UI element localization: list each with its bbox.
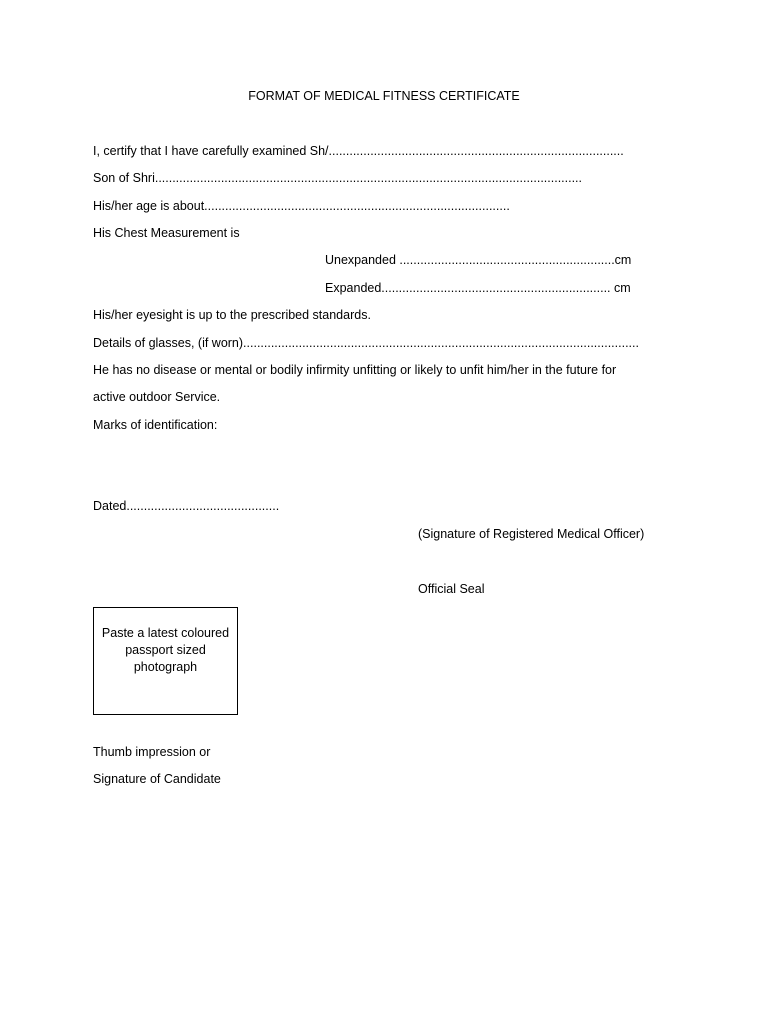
photo-box-instruction: Paste a latest coloured passport sized photograph: [101, 626, 230, 674]
official-seal-label: Official Seal: [418, 582, 485, 596]
eyesight-line: His/her eyesight is up to the prescribed standards.: [93, 308, 371, 322]
candidate-signature-label: Signature of Candidate: [93, 772, 221, 786]
expanded-line: Expanded.................................................................. cm: [325, 281, 631, 295]
marks-identification-label: Marks of identification:: [93, 418, 218, 432]
dated-line: Dated............................................: [93, 499, 280, 513]
photo-box: [93, 607, 238, 715]
unexpanded-line: Unexpanded ..............................................................cm: [325, 253, 632, 267]
age-line: His/her age is about........................................................................................: [93, 199, 510, 213]
disease-line-1: He has no disease or mental or bodily infirmity unfitting or likely to unfit him/her in the future for: [93, 363, 617, 377]
officer-signature-label: (Signature of Registered Medical Officer): [418, 527, 645, 541]
certify-line: I, certify that I have carefully examined Sh/.....................................................................................: [93, 144, 624, 158]
page-title: FORMAT OF MEDICAL FITNESS CERTIFICATE: [248, 89, 520, 103]
thumb-impression-label: Thumb impression or: [93, 745, 211, 759]
chest-measurement-label: His Chest Measurement is: [93, 226, 240, 240]
glasses-line: Details of glasses, (if worn)..................................................................................................................: [93, 336, 639, 350]
disease-line-2: active outdoor Service.: [93, 390, 221, 404]
son-of-line: Son of Shri...........................................................................................................................: [93, 171, 583, 185]
